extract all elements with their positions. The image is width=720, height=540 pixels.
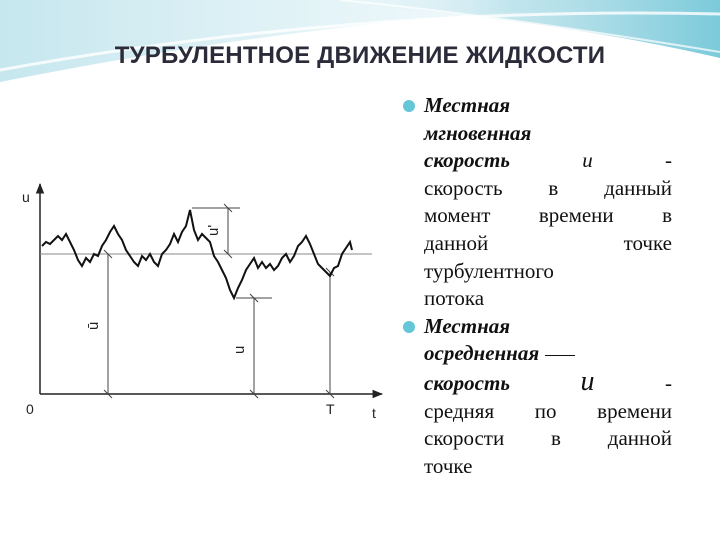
bullet-2-averaged-word: осредненная [424, 341, 540, 366]
bullet-1-lead-1: Местная [424, 93, 511, 117]
bullet-2-lead-1: Местная [424, 313, 511, 338]
origin-label: 0 [26, 401, 34, 417]
bullet-2-overline-line [424, 340, 672, 368]
overline-bar [545, 355, 575, 356]
bullet-2-word: скорость [424, 370, 510, 395]
bullet-averaged-velocity [400, 313, 672, 481]
bullet-1-rest-1: скорость в данный [424, 175, 672, 200]
bullet-2-symbol-line [424, 365, 673, 398]
bullet-1-lead-2: мгновенная [424, 120, 532, 145]
bullet-2-rest-1: средняя по времени [424, 398, 672, 423]
bullet-1-symbol: u [582, 148, 593, 173]
bullet-1-symbol-line [424, 147, 672, 175]
bullet-1-rest-5: потока [424, 286, 485, 311]
bullet-list [400, 92, 672, 480]
bullet-2-rest-2: скорости в данной [424, 426, 672, 451]
bullet-1-word: скорость [424, 148, 510, 173]
bullet-2-symbol: u [580, 365, 595, 397]
bullet-instantaneous-velocity [400, 92, 672, 313]
u-inst-label: u [231, 345, 248, 354]
bullet-dot [403, 321, 415, 333]
bullet-1-rest-2: момент времени в [424, 203, 672, 228]
slide-title: ТУРБУЛЕНТНОЕ ДВИЖЕНИЕ ЖИДКОСТИ [114, 42, 606, 69]
bullet-1-rest-4: турбулентного [424, 258, 554, 283]
bullet-1-rest-3: данной точке [424, 230, 672, 255]
t-axis-label: t [372, 405, 376, 421]
bullet-2-rest-3: точке [424, 453, 473, 478]
u-mean-label: ū [85, 321, 102, 330]
bullet-1-dash: - [665, 148, 673, 173]
u-fluct-label: u' [205, 224, 222, 236]
u-axis-label: u [22, 189, 30, 205]
T-label: T [326, 401, 335, 417]
bullet-dot [403, 100, 415, 112]
bullet-2-dash: - [665, 370, 673, 395]
turbulence-diagram [0, 170, 400, 430]
